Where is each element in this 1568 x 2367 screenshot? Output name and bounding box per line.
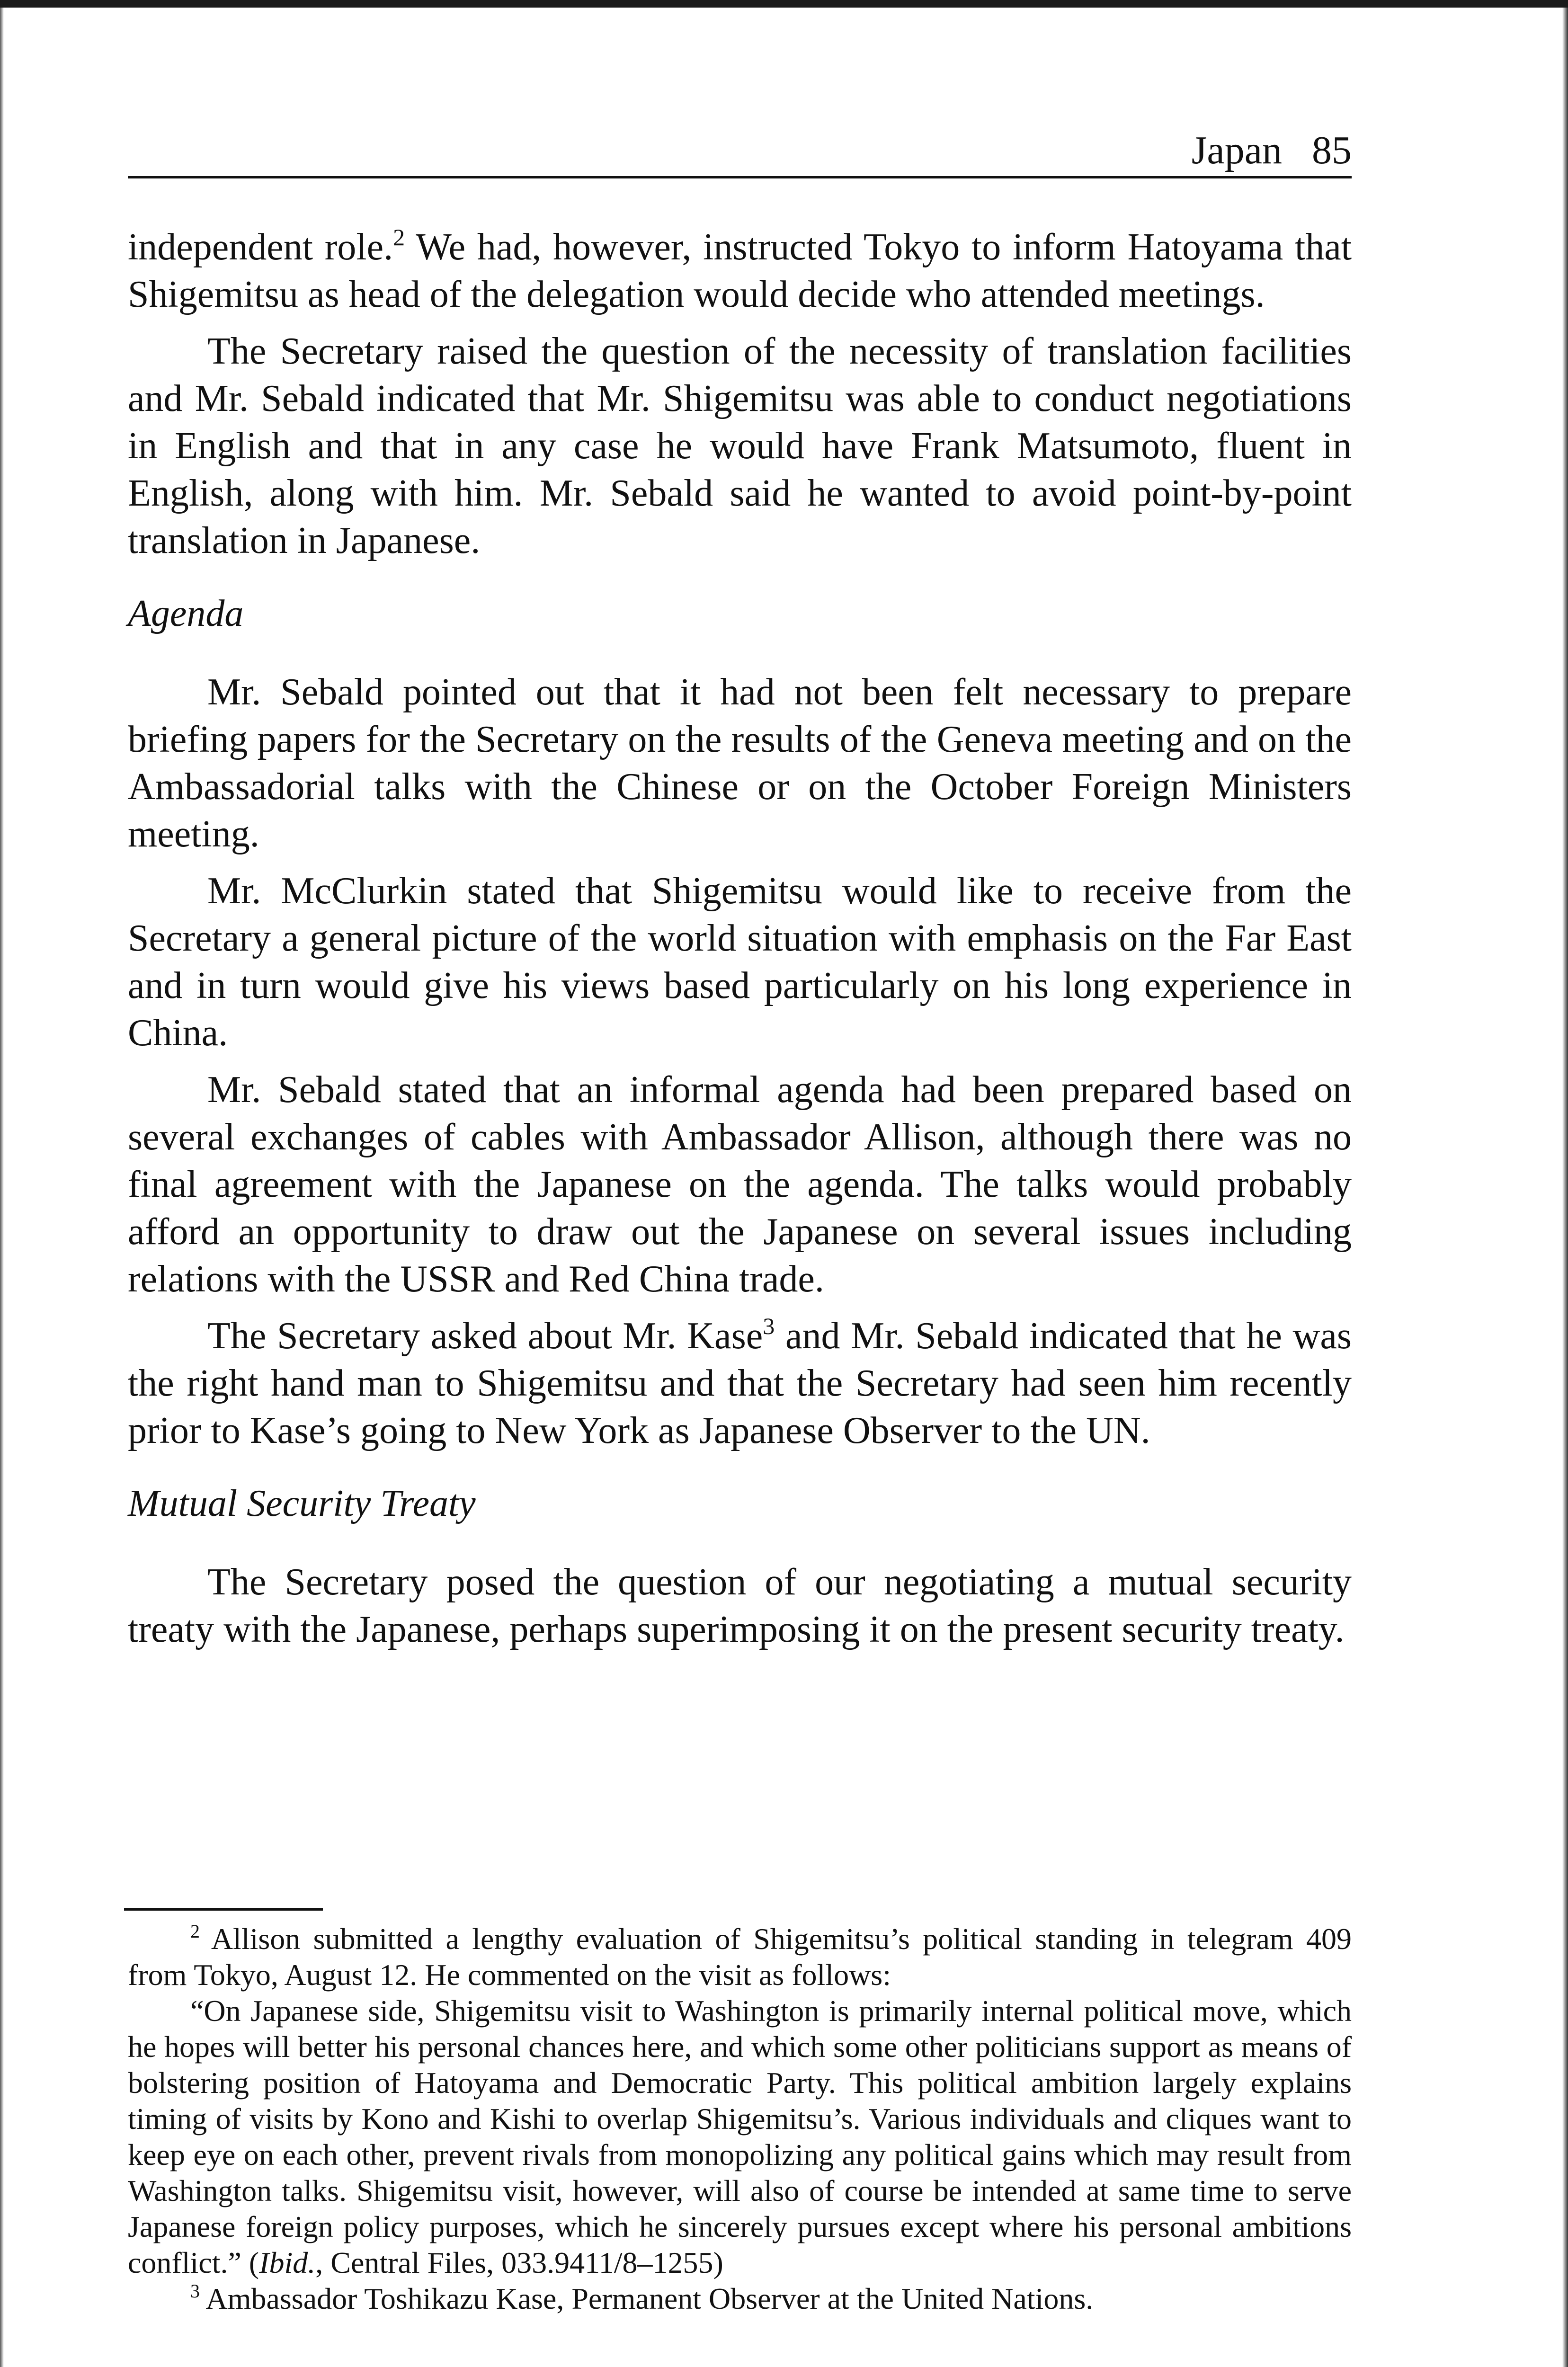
- paragraph-4: Mr. McClurkin stated that Shigemitsu would like to receive from the Secretary a general picture of the world situation with emphasis on the Far East and in turn would give his views based particularly on his long experience in China.: [128, 870, 1352, 1054]
- paragraph-3: Mr. Sebald pointed out that it had not been felt necessary to prepare briefing papers for the Secretary on the results of the Geneva meeting and on the Ambassadorial talks with the Chinese or on the October Foreign Ministers meeting.: [128, 671, 1352, 855]
- footnote-2: $^2$ Allison submitted a lengthy evaluation of Shigemitsu’s political standing in telegram 409 from Tokyo, August 12. He commented on the visit as follows:: [128, 1921, 1352, 1992]
- section-heading-agenda: Agenda: [128, 593, 244, 634]
- section-heading-mutual-security-treaty: Mutual Security Treaty: [128, 1483, 476, 1524]
- paragraph-6: The Secretary asked about Mr. Kase$^3$ and Mr. Sebald indicated that he was the right hand man to Shigemitsu and that the Secretary had seen him recently prior to Kase’s going to New York as Japanese Observer to the UN.: [128, 1313, 1352, 1451]
- footnote-2-quote: “On Japanese side, Shigemitsu visit to Washington is primarily internal political move, which he hopes will better his personal chances here, and which some other politicians support as means of bolstering position of Hatoyama and Democratic Party. This political ambition largely explains timing of visits by Kono and Kishi to overlap Shigemitsu’s. Various individuals and cliques want to keep eye on each other, prevent rivals from monopolizing any political gains which may result from Washington talks. Shigemitsu visit, however, will also of course be intended at same time to serve Japanese foreign policy purposes, which he sincerely pursues except where his personal ambitions conflict.” (Ibid., Central Files, 033.9411/8–1255): [128, 1994, 1352, 2279]
- paragraph-7: The Secretary posed the question of our negotiating a mutual security treaty with the Japanese, perhaps superimposing it on the present security treaty.: [128, 1561, 1352, 1650]
- page-right-edge: [1562, 8, 1568, 2367]
- footnote-3: $^3$ Ambassador Toshikazu Kase, Permanent Observer at the United Nations.: [190, 2280, 1094, 2315]
- footnote-ref-2: 2: [393, 224, 405, 250]
- page-left-edge: [0, 8, 4, 2367]
- footnote-ref-3: 3: [763, 1313, 775, 1339]
- paragraph-5: Mr. Sebald stated that an informal agenda had been prepared based on several exchanges of cables with Ambassador Allison, although there was no final agreement with the Japanese on the agenda. The talks would probably afford an opportunity to draw out the Japanese on several issues including relations with the USSR and Red China trade.: [128, 1069, 1352, 1300]
- footnote-rule: [124, 1908, 323, 1911]
- running-header: [128, 127, 1352, 179]
- paragraph-1: independent role.$^2$ We had, however, instructed Tokyo to inform Hatoyama that Shigemitsu as head of the delegation would decide who attended meetings.: [128, 224, 1352, 315]
- body-text: [128, 223, 1352, 1663]
- footnotes: [128, 1921, 1352, 2317]
- header-title-page-number: Japan 85: [1191, 128, 1352, 172]
- paragraph-2: The Secretary raised the question of the necessity of translation facilities and Mr. Sebald indicated that Mr. Shigemitsu was able to conduct negotiations in English and that in any case he would have Frank Matsumoto, fluent in English, along with him. Mr. Sebald said he wanted to avoid point-by-point translation in Japanese.: [128, 330, 1352, 561]
- page-top-edge: [0, 0, 1568, 8]
- header-rule: [128, 176, 1352, 178]
